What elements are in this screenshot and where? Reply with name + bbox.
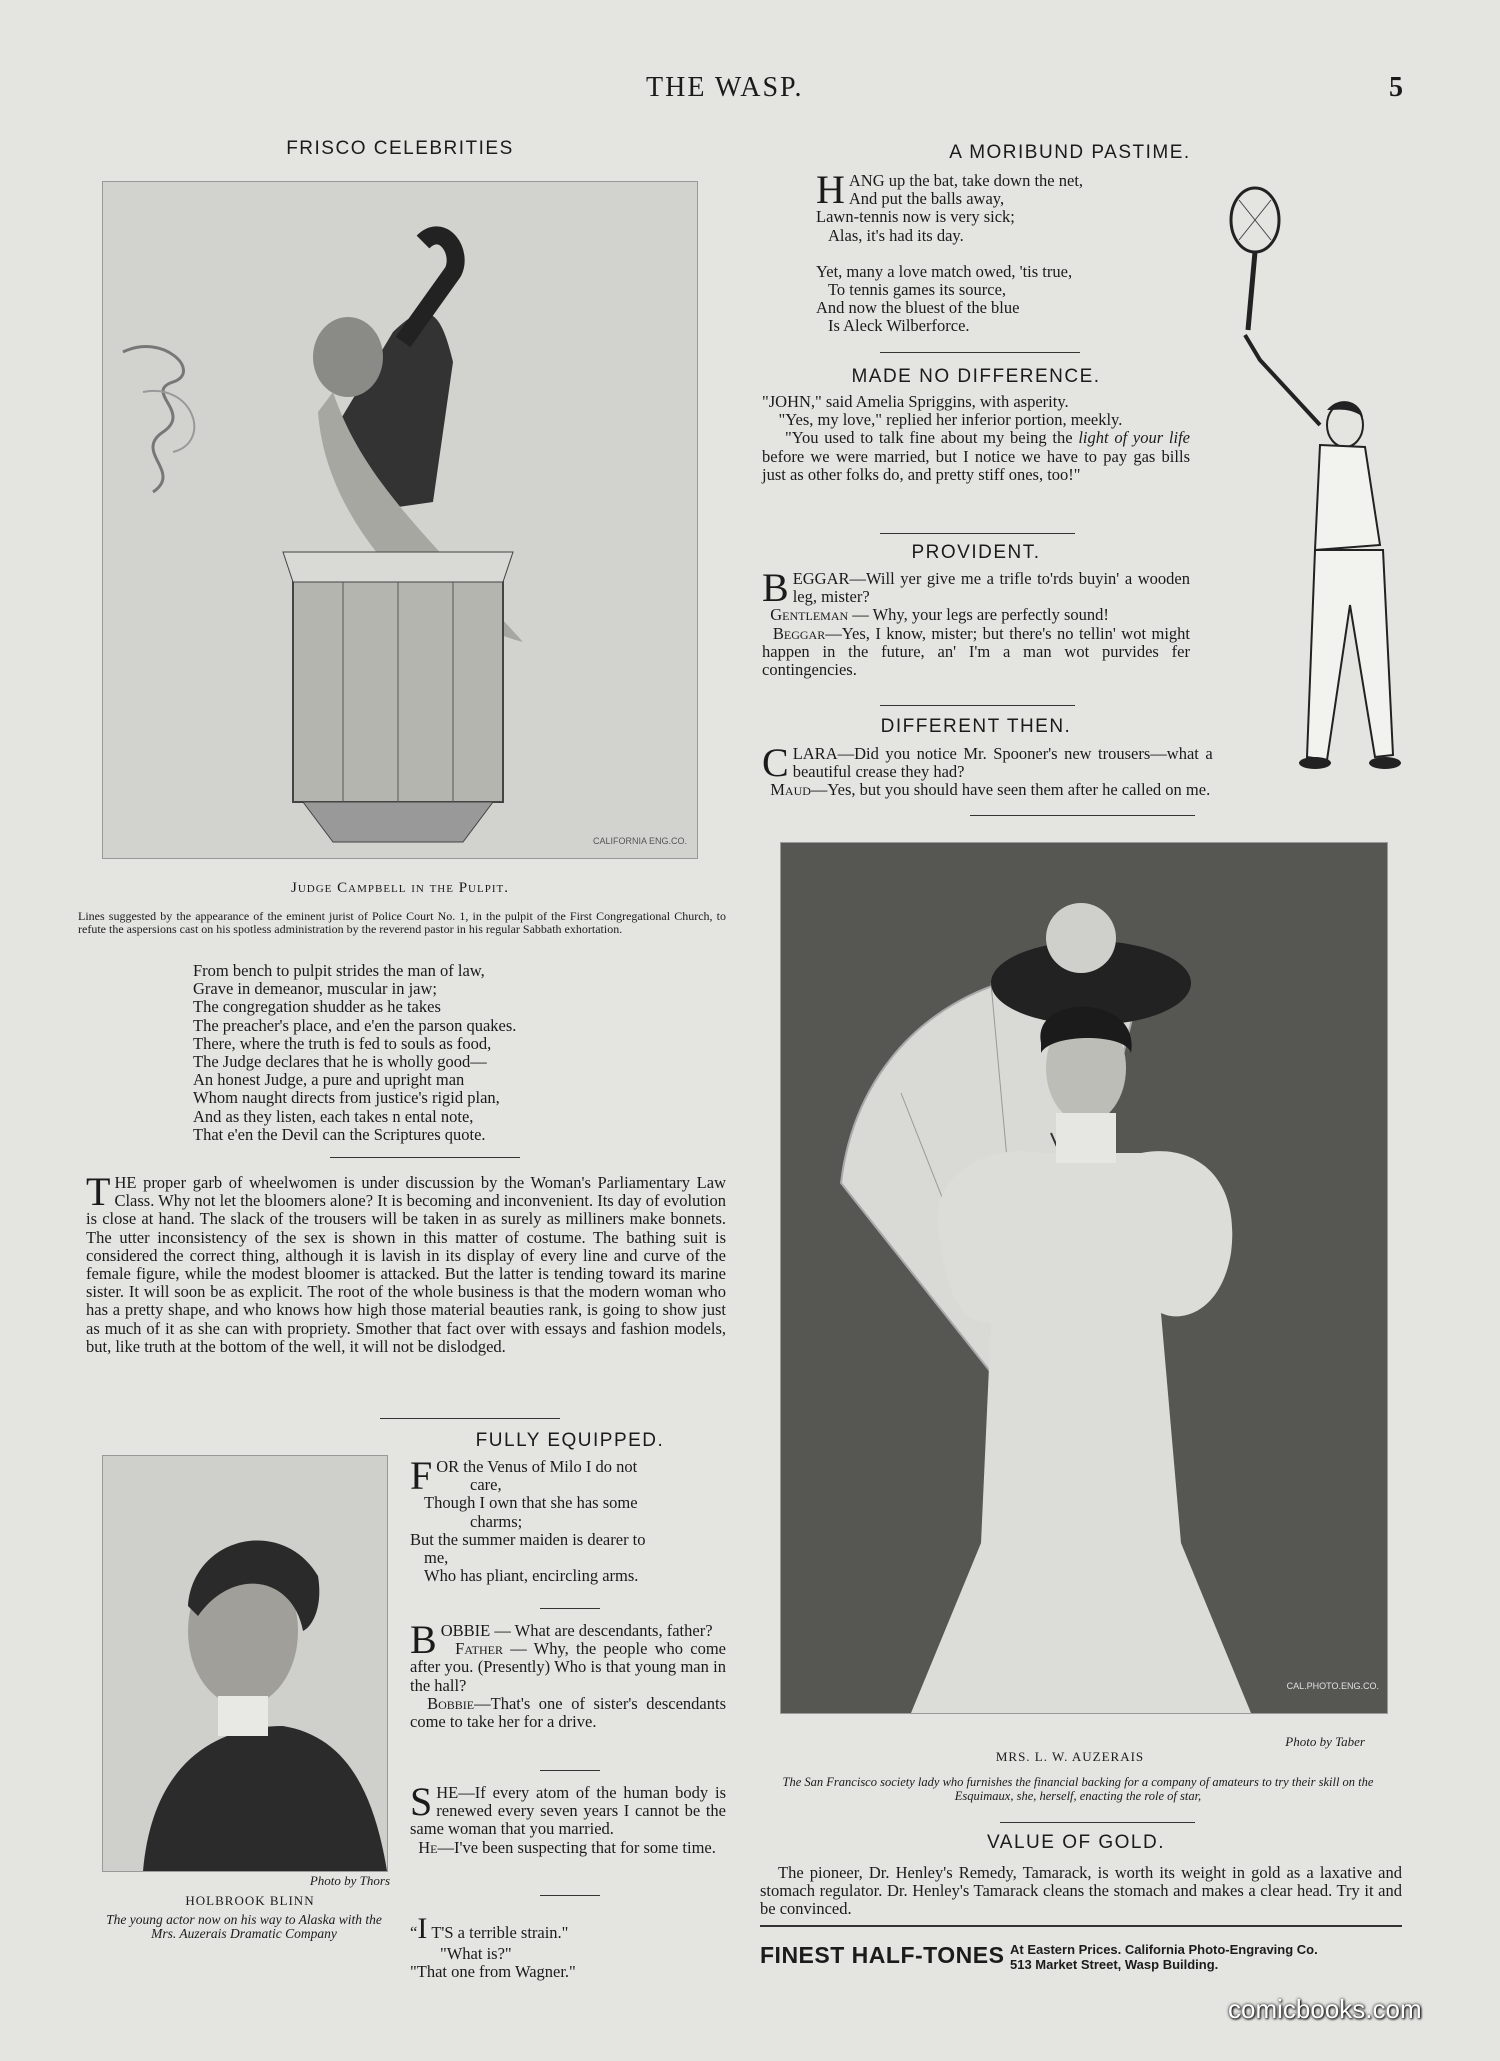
different-then-article [762,740,1352,800]
poem-line: Alas, it's had its day. [828,225,964,245]
ad-line-2: 513 Market Street, Wasp Building. [1010,1957,1219,1972]
blinn-caption: The young actor now on his way to Alaska with the Mrs. Auzerais Dramatic Company [106,1912,382,1941]
wheelwomen-article [86,1169,726,1356]
no-difference-p3b: before we were married, but I notice we have to pay gas bills just as other folks do, and pretty stiff ones, too!" [762,446,1190,484]
poem-line: And as they listen, each takes n ental note, [193,1106,474,1126]
divider [1000,1822,1195,1823]
drop-cap: B [410,1617,437,1662]
section-title-value-of-gold: VALUE OF GOLD. [987,1832,1165,1853]
poem-line: Though I own that she has some [424,1493,638,1513]
blinn-portrait [103,1456,387,1871]
beggar-label: Beggar [772,623,826,643]
bobbie-question: OBBIE — What are descendants, father? [440,1621,713,1640]
drop-cap: F [410,1453,433,1498]
divider [540,1608,600,1609]
blinn-name: HOLBROOK BLINN [185,1893,315,1908]
no-difference-p1: "JOHN," said Amelia Spriggins, with asperity. [762,392,1069,411]
masthead-title: THE WASP. [646,72,804,103]
drop-cap: B [762,565,789,610]
poem-line: The Judge declares that he is wholly good— [193,1052,487,1072]
poem-line: An honest Judge, a pure and upright man [193,1070,465,1090]
poem-line: ANG up the bat, take down the net, [848,171,1084,190]
section-title-provident: PROVIDENT. [911,542,1041,563]
divider [380,1418,560,1419]
page-number: 5 [1389,72,1405,103]
photo-mrs-auzerais [780,842,1388,1714]
cartoon-intro: Lines suggested by the appearance of the eminent jurist of Police Court No. 1, in the pulpit of the First Congregational Church, to refute the aspersions cast on his spotless administration by the reverend pastor in his regular Sabbath exhortation. [78,909,726,936]
cartoon-credit: CALIFORNIA ENG.CO. [592,836,687,846]
moribund-poem [816,167,1084,336]
divider [540,1895,600,1896]
section-title-moribund: A MORIBUND PASTIME. [949,142,1191,163]
drop-cap: I [417,1912,428,1945]
cartoon-judge-illustration [103,182,697,858]
poem-line: To tennis games its source, [828,280,1007,300]
poem-line: charms; [470,1511,523,1531]
poem-line: me, [424,1548,449,1568]
divider [880,533,1075,534]
divider [330,1157,520,1158]
strain-line-2: "What is?" [440,1944,512,1963]
auzerais-portrait [781,843,1387,1713]
poem-line: And now the bluest of the blue [816,298,1020,318]
poem-line: Who has pliant, encircling arms. [424,1566,639,1586]
drop-cap: T [86,1169,111,1214]
poem-line: OR the Venus of Milo I do not [436,1457,638,1476]
he-text: —I've been suspecting that for some time. [437,1837,716,1857]
poem-line [816,245,1072,263]
auzerais-caption: The San Francisco society lady who furnishes the financial backing for a company of amateurs to try their skill on the Esquimaux, she, herself, enacting the role of star, [782,1775,1374,1803]
drop-cap: S [410,1779,433,1824]
no-difference-article [762,393,1190,484]
blinn-photo-credit: Photo by Thors [309,1873,390,1888]
wagner-joke: “I T'S a terrible strain." "What is?" "That one from Wagner." [410,1912,576,1982]
poem-line: From bench to pulpit strides the man of law, [193,961,485,980]
different-p1: LARA—Did you notice Mr. Spooner's new trousers—what a beautiful crease they had? [792,744,1213,782]
section-title-frisco: FRISCO CELEBRITIES [286,138,514,159]
bobbie-answer: —That's one of sister's descendants come to take her for a drive. [410,1693,726,1732]
value-of-gold-text: The pioneer, Dr. Henley's Remedy, Tamarack, is worth its weight in gold as a laxative and stomach regulator. Dr. Henley's Tamarack cleans the stomach and makes a clear head. Try it and be convinced. [760,1863,1402,1919]
auzerais-photo-credit: Photo by Taber [1285,1734,1365,1749]
provident-article [762,565,1190,680]
ad-line-1: At Eastern Prices. California Photo-Engraving Co. [1010,1942,1318,1957]
wheelwomen-text: HE proper garb of wheelwomen is under discussion by the Woman's Parliamentary Law Class. Why not let the bloomers alone? It is becoming and inconvenient. Its day of evolution is close at hand. The slack of the trousers will be taken in as surely as milliners make bonnets. The utter inconsistency of the sex is shown in this matter of costume. The bathing suit is considered the correct thing, although it is lavish in its display of every line and curve of the female figure, while the modest bloomer is attacked. But the latter is tending toward its marine sister. It will soon be as explicit. The root of the whole business is that the modern woman who has a pretty shape, and who knows how high those material beauties rank, is going to show just as much of it as she can with propriety. Smother that fact over with essays and fashion models, but, like truth at the bottom of the well, it will not be dislodged. [86,1173,726,1356]
poem-line: But the summer maiden is dearer to [410,1529,646,1549]
tennis-player-illustration [1215,185,1405,775]
photo-holbrook-blinn [102,1455,388,1872]
no-difference-p2: "Yes, my love," replied her inferior portion, meekly. [778,410,1123,430]
poem-line: The preacher's place, and e'en the parson quakes. [193,1015,517,1035]
auzerais-photo-mark: CAL.PHOTO.ENG.CO. [1286,1681,1379,1691]
watermark: comicbooks.com [1228,1994,1422,2024]
provident-p1: EGGAR—Will yer give me a trifle to'rds buyin' a wooden leg, mister? [792,569,1190,607]
bobbie-joke [410,1617,726,1732]
poem-line: Is Aleck Wilberforce. [828,316,970,336]
ad-details [1010,1942,1318,1972]
poem-line: That e'en the Devil can the Scriptures quote. [193,1124,486,1144]
poem-line: There, where the truth is fed to souls as food, [193,1033,492,1053]
divider [540,1770,600,1771]
poem-line: Grave in demeanor, muscular in jaw; [193,979,438,999]
father-label: Father [455,1639,503,1659]
strain-line-3: "That one from Wagner." [410,1962,576,1982]
no-difference-p3-italic: light of your life [1078,428,1190,448]
poem-line: Yet, many a love match owed, 'tis true, [816,261,1073,281]
drop-cap: H [816,167,845,212]
ad-finest-half-tones: FINEST HALF-TONES [760,1942,1005,1968]
judge-poem [193,962,516,1144]
he-label: He [418,1837,438,1857]
she-text: HE—If every atom of the human body is renewed every seven years I cannot be the same woman that you married. [410,1783,726,1839]
cartoon-judge-campbell [102,181,698,859]
divider [760,1925,1402,1927]
strain-line-1: T'S a terrible strain." [431,1923,569,1942]
maud-text: —Yes, but you should have seen them after he called on me. [810,780,1211,800]
section-title-no-difference: MADE NO DIFFERENCE. [851,366,1101,387]
poem-line: Whom naught directs from justice's rigid plan, [193,1088,500,1108]
fully-equipped-poem [410,1453,726,1586]
section-title-different-then: DIFFERENT THEN. [880,716,1072,737]
cartoon-caption: Judge Campbell in the Pulpit. [291,880,509,896]
she-he-joke [410,1779,726,1857]
poem-line: The congregation shudder as he takes [193,997,441,1017]
section-title-fully-equipped: FULLY EQUIPPED. [475,1430,665,1451]
bobbie-label: Bobbie [427,1693,475,1713]
poem-line: Lawn-tennis now is very sick; [816,207,1015,227]
divider [970,815,1195,816]
drop-cap: C [762,740,789,785]
gentleman-label: Gentleman [770,605,849,625]
gentleman-text: — Why, your legs are perfectly sound! [848,605,1109,625]
no-difference-p3a: "You used to talk fine about my being the [785,428,1079,448]
maud-label: Maud [770,780,811,800]
father-text: — Why, the people who come after you. (Presently) Who is that young man in the hall? [410,1639,726,1695]
divider [880,352,1080,353]
divider [880,705,1075,706]
poem-line: care, [470,1475,502,1495]
auzerais-name: MRS. L. W. AUZERAIS [995,1749,1145,1764]
beggar-text: —Yes, I know, mister; but there's no tellin' wot might happen in the future, an' I'm a man wot purvides fer contingencies. [762,623,1190,680]
poem-line: And put the balls away, [848,189,1005,209]
